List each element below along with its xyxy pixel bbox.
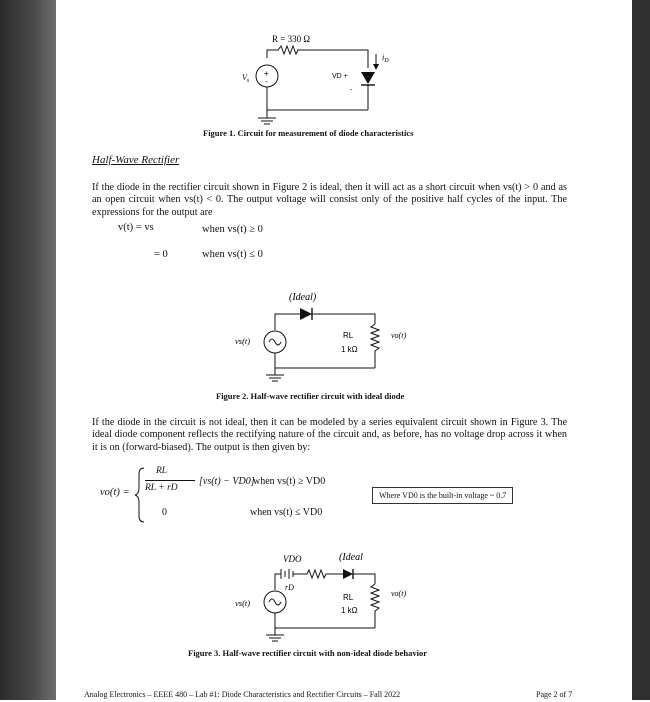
right-shadow	[632, 0, 650, 700]
figure1-source-minus: -	[265, 77, 268, 86]
equation1-line1-lhs: v(t) = vs	[118, 222, 154, 233]
footer-page-number: Page 2 of 7	[536, 690, 573, 699]
equation2-brace	[134, 466, 146, 524]
figure1-current-arrowhead	[373, 64, 379, 70]
figure3-top-wire-left	[275, 574, 281, 590]
figure2-source-label: vs(t)	[235, 336, 251, 346]
equation2-cond1: when vs(t) ≥ VD0	[253, 476, 326, 487]
figure2-rl-value: 1 kΩ	[341, 345, 358, 354]
figure1-resistor-label: R = 330 Ω	[272, 34, 311, 44]
equation1-line2-lhs: = 0	[154, 249, 168, 260]
figure1-top-wire-resistor	[267, 46, 368, 68]
figure3-circuit	[225, 548, 425, 648]
figure3-series-resistor	[293, 570, 343, 578]
figure3-ac-wave-icon	[269, 599, 281, 605]
page-footer	[84, 690, 574, 702]
figure2-ideal-label: (Ideal)	[289, 292, 317, 303]
section-paragraph: If the diode in the rectifier circuit shown in Figure 2 is ideal, then it will act as a short circuit when vs(t) > 0 and as an open circuit when vs(t) < 0. The output voltage will consist only of the positive half cycles of the input. The expressions for the output are	[92, 182, 567, 218]
figure2-top-wire	[275, 314, 375, 330]
figure3-vdo-label: VDO	[283, 554, 302, 564]
figure2-ac-wave-icon	[269, 339, 281, 345]
equation2-frac-num: RL	[156, 466, 168, 476]
equation2-term: [vs(t) − VD0]	[199, 476, 255, 487]
figure3-output-label: vo(t)	[391, 589, 407, 598]
figure1-caption: Figure 1. Circuit for measurement of diode characteristics	[203, 128, 414, 138]
figure3-caption: Figure 3. Half-wave rectifier circuit with non-ideal diode behavior	[188, 648, 427, 658]
figure3-ideal-label: (Ideal	[339, 552, 363, 563]
figure3-top-wire-right	[353, 574, 375, 584]
figure2-load-resistor	[371, 324, 379, 368]
figure2-circuit	[225, 286, 425, 388]
figure1-source-plus: +	[264, 69, 269, 78]
figure2-diode	[300, 308, 312, 320]
figure2-rl-label: RL	[343, 331, 354, 340]
paragraph-non-ideal: If the diode in the circuit is not ideal, then it can be modeled by a series equivalent circuit shown in Figure 3. The ideal diode component reflects the rectifying nature of the circuit and, as before, has no voltage drop across it when it is on (forward-biased). The output is then given by:	[92, 417, 567, 453]
figure1-diode	[361, 72, 375, 84]
section-heading: Half-Wave Rectifier	[92, 154, 180, 166]
equation2-frac-line	[145, 480, 195, 481]
figure1-vd-minus: -	[350, 87, 353, 94]
equation1-line2-condition: when vs(t) ≤ 0	[202, 249, 263, 260]
equation2-frac-den: RL + rD	[145, 483, 178, 493]
left-shadow	[0, 0, 56, 700]
figure2-output-label: vo(t)	[391, 331, 407, 340]
footer-left: Analog Electronics – EEEE 480 – Lab #1: Diode Characteristics and Rectifier Circuits – Fall 2022	[84, 690, 401, 699]
equation1-line1-condition: when vs(t) ≥ 0	[202, 224, 263, 235]
figure3-rl-value: 1 kΩ	[341, 606, 358, 615]
figure2-caption: Figure 2. Half-wave rectifier circuit with ideal diode	[216, 391, 405, 401]
equation1-line1	[118, 222, 154, 233]
figure1-current-label: $i_D$	[382, 53, 389, 64]
figure3-load-resistor	[371, 584, 379, 628]
equation2-zero: 0	[162, 507, 167, 518]
figure1-vd-label: VD +	[332, 73, 348, 80]
figure3-source-label: vs(t)	[235, 598, 251, 608]
equation2-lhs: vo(t) =	[100, 487, 130, 498]
figure3-rl-label: RL	[343, 593, 354, 602]
figure1-source-label: $V_s$	[242, 73, 250, 84]
figure1-circuit	[220, 30, 420, 130]
equation2-cond2: when vs(t) ≤ VD0	[250, 507, 323, 518]
figure3-rd-label: rD	[285, 583, 294, 592]
figure3-diode	[343, 569, 353, 579]
built-in-voltage-note: Where VD0 is the built-in voltage ~ 0.7	[372, 487, 513, 504]
